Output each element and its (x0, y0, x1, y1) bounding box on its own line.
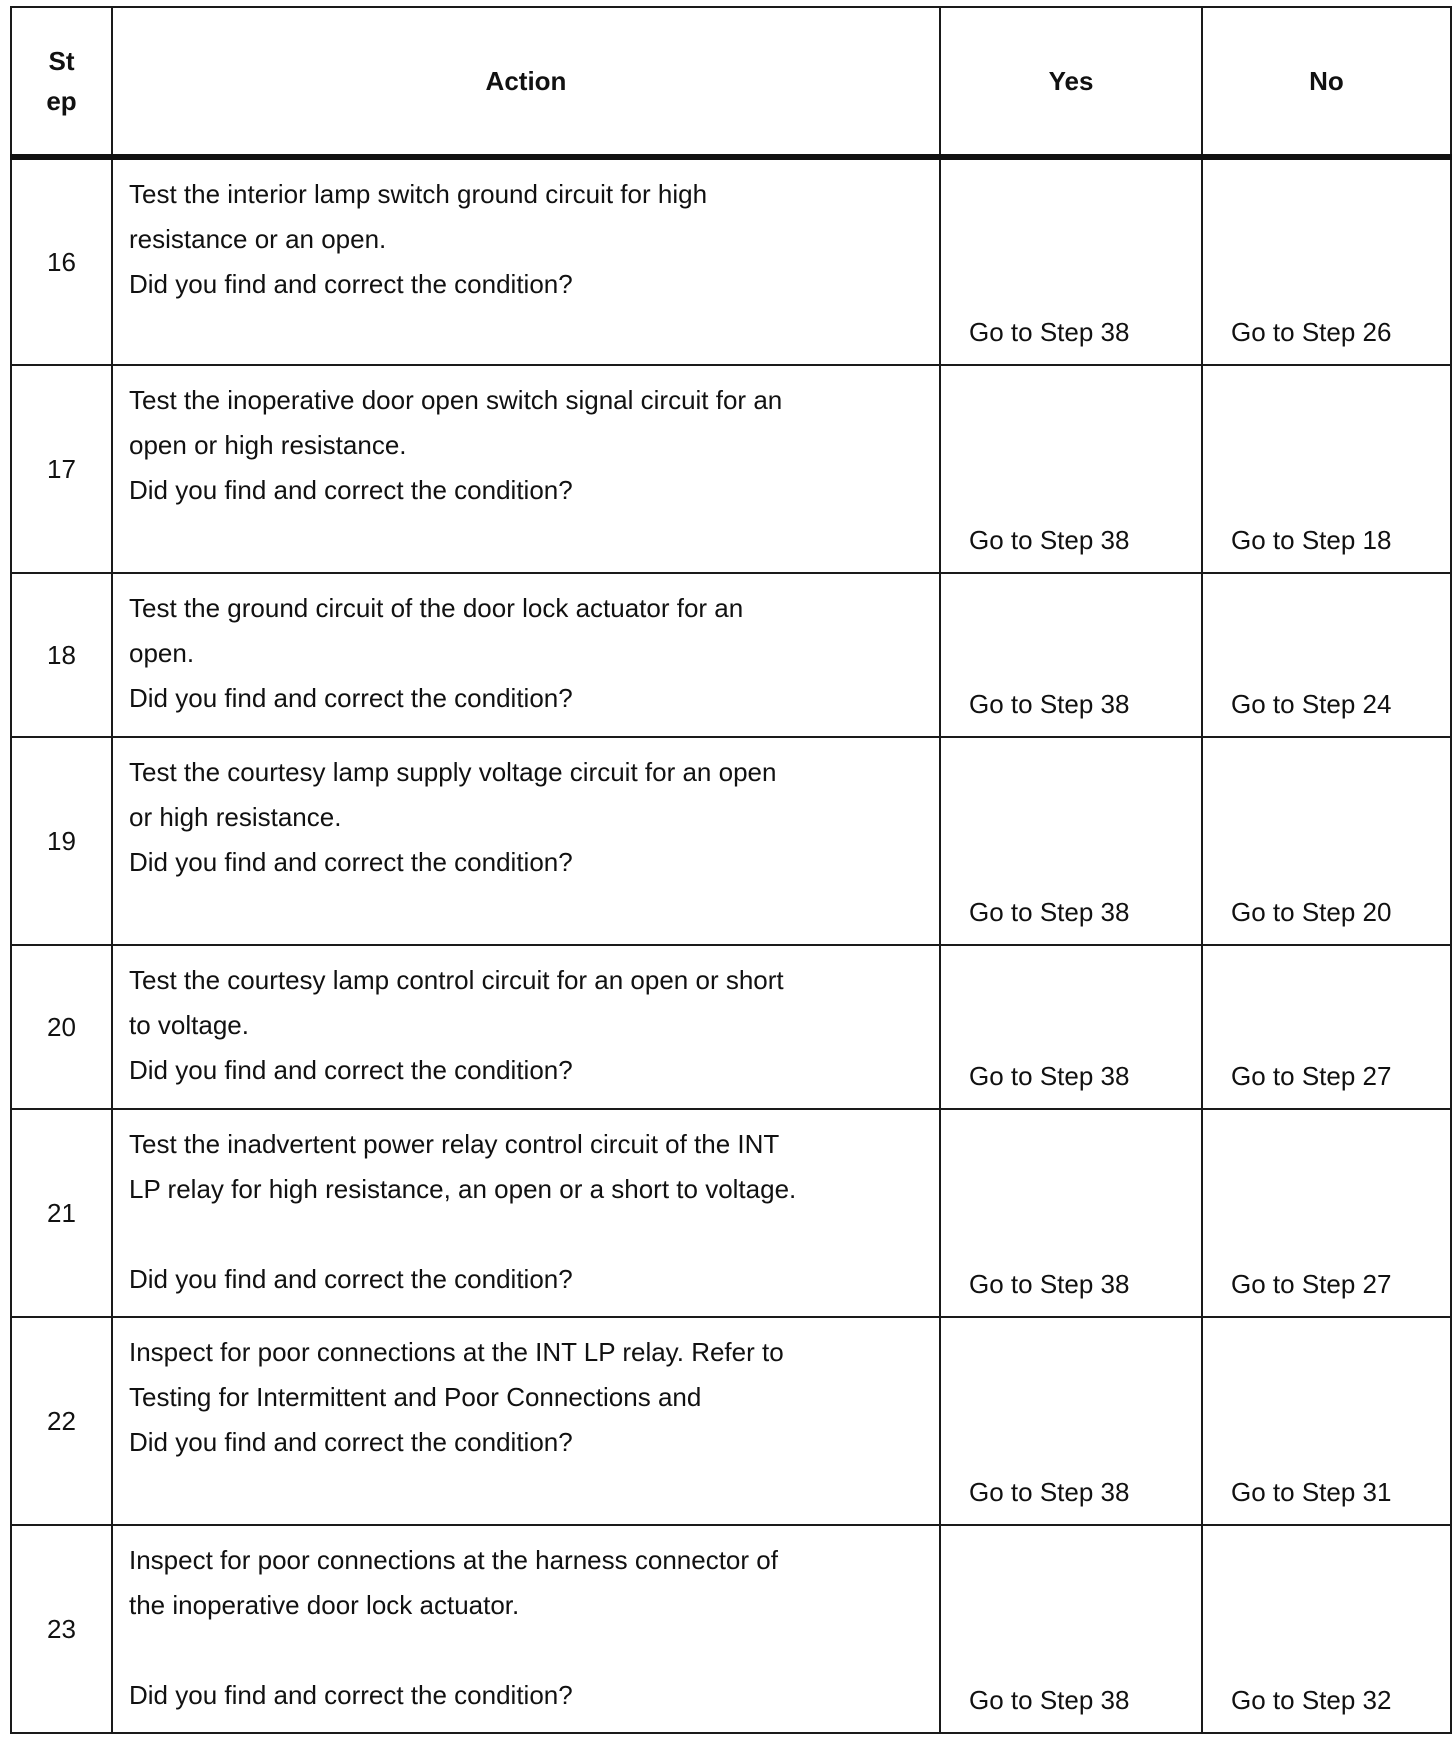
action-cell (112, 737, 940, 945)
step-number: 16 (11, 157, 112, 365)
action-text-line: the inoperative door lock actuator. (129, 1590, 520, 1620)
action-cell (112, 945, 940, 1109)
action-text-line: Did you find and correct the condition? (129, 1680, 573, 1710)
action-cell (112, 573, 940, 737)
yes-result: Go to Step 38 (940, 737, 1202, 945)
action-text-line: Did you find and correct the condition? (129, 1264, 573, 1294)
action-text-line: Did you find and correct the condition? (129, 269, 573, 299)
action-text-line: Test the interior lamp switch ground circuit for high (129, 179, 708, 209)
action-cell (112, 1109, 940, 1317)
no-result: Go to Step 31 (1202, 1317, 1451, 1525)
step-number: 18 (11, 573, 112, 737)
action-text-line: Did you find and correct the condition? (129, 1055, 573, 1085)
header-action: Action (112, 7, 940, 157)
yes-result: Go to Step 38 (940, 945, 1202, 1109)
action-text-line: open. (129, 638, 195, 668)
step-number: 17 (11, 365, 112, 573)
no-result: Go to Step 18 (1202, 365, 1451, 573)
header-step-label: St ep (46, 46, 77, 116)
table-row (11, 157, 1451, 365)
no-result: Go to Step 24 (1202, 573, 1451, 737)
yes-result: Go to Step 38 (940, 1109, 1202, 1317)
action-text-line: Test the courtesy lamp supply voltage circuit for an open (129, 757, 777, 787)
header-step (11, 7, 112, 157)
table-row (11, 1109, 1451, 1317)
action-text-line: Did you find and correct the condition? (129, 475, 573, 505)
action-text-line: Test the courtesy lamp control circuit for an open or short (129, 965, 784, 995)
yes-result: Go to Step 38 (940, 365, 1202, 573)
action-text-line: Did you find and correct the condition? (129, 683, 573, 713)
yes-result: Go to Step 38 (940, 1525, 1202, 1733)
diagnostic-steps-table (10, 6, 1452, 1734)
table-row (11, 573, 1451, 737)
no-result: Go to Step 32 (1202, 1525, 1451, 1733)
action-text-line: Testing for Intermittent and Poor Connections and (129, 1382, 702, 1412)
action-text-line: resistance or an open. (129, 224, 387, 254)
table-row (11, 1525, 1451, 1733)
no-result: Go to Step 27 (1202, 945, 1451, 1109)
action-text-line: Inspect for poor connections at the INT LP relay. Refer to (129, 1337, 784, 1367)
step-number: 23 (11, 1525, 112, 1733)
action-text-line: Did you find and correct the condition? (129, 847, 573, 877)
action-text-line: to voltage. (129, 1010, 249, 1040)
step-number: 20 (11, 945, 112, 1109)
table-body (11, 157, 1451, 1733)
yes-result: Go to Step 38 (940, 157, 1202, 365)
table-row (11, 737, 1451, 945)
action-text-line: LP relay for high resistance, an open or a short to voltage. (129, 1174, 797, 1204)
action-text-line: Test the inoperative door open switch signal circuit for an (129, 385, 783, 415)
step-number: 22 (11, 1317, 112, 1525)
action-cell (112, 157, 940, 365)
table-row (11, 1317, 1451, 1525)
action-spacer (129, 1628, 923, 1673)
yes-result: Go to Step 38 (940, 1317, 1202, 1525)
header-yes: Yes (940, 7, 1202, 157)
action-text-line: Did you find and correct the condition? (129, 1427, 573, 1457)
diagnostic-table-container (10, 6, 1450, 1734)
no-result: Go to Step 27 (1202, 1109, 1451, 1317)
table-header (11, 7, 1451, 157)
no-result: Go to Step 26 (1202, 157, 1451, 365)
action-cell (112, 1525, 940, 1733)
action-cell (112, 365, 940, 573)
action-text-line: or high resistance. (129, 802, 342, 832)
table-row (11, 365, 1451, 573)
step-number: 19 (11, 737, 112, 945)
header-no: No (1202, 7, 1451, 157)
step-number: 21 (11, 1109, 112, 1317)
action-text-line: Test the ground circuit of the door lock actuator for an (129, 593, 744, 623)
table-row (11, 945, 1451, 1109)
action-text-line: Inspect for poor connections at the harness connector of (129, 1545, 778, 1575)
action-spacer (129, 1212, 923, 1257)
no-result: Go to Step 20 (1202, 737, 1451, 945)
action-text-line: Test the inadvertent power relay control circuit of the INT (129, 1129, 780, 1159)
header-row (11, 7, 1451, 157)
action-cell (112, 1317, 940, 1525)
action-text-line: open or high resistance. (129, 430, 407, 460)
yes-result: Go to Step 38 (940, 573, 1202, 737)
